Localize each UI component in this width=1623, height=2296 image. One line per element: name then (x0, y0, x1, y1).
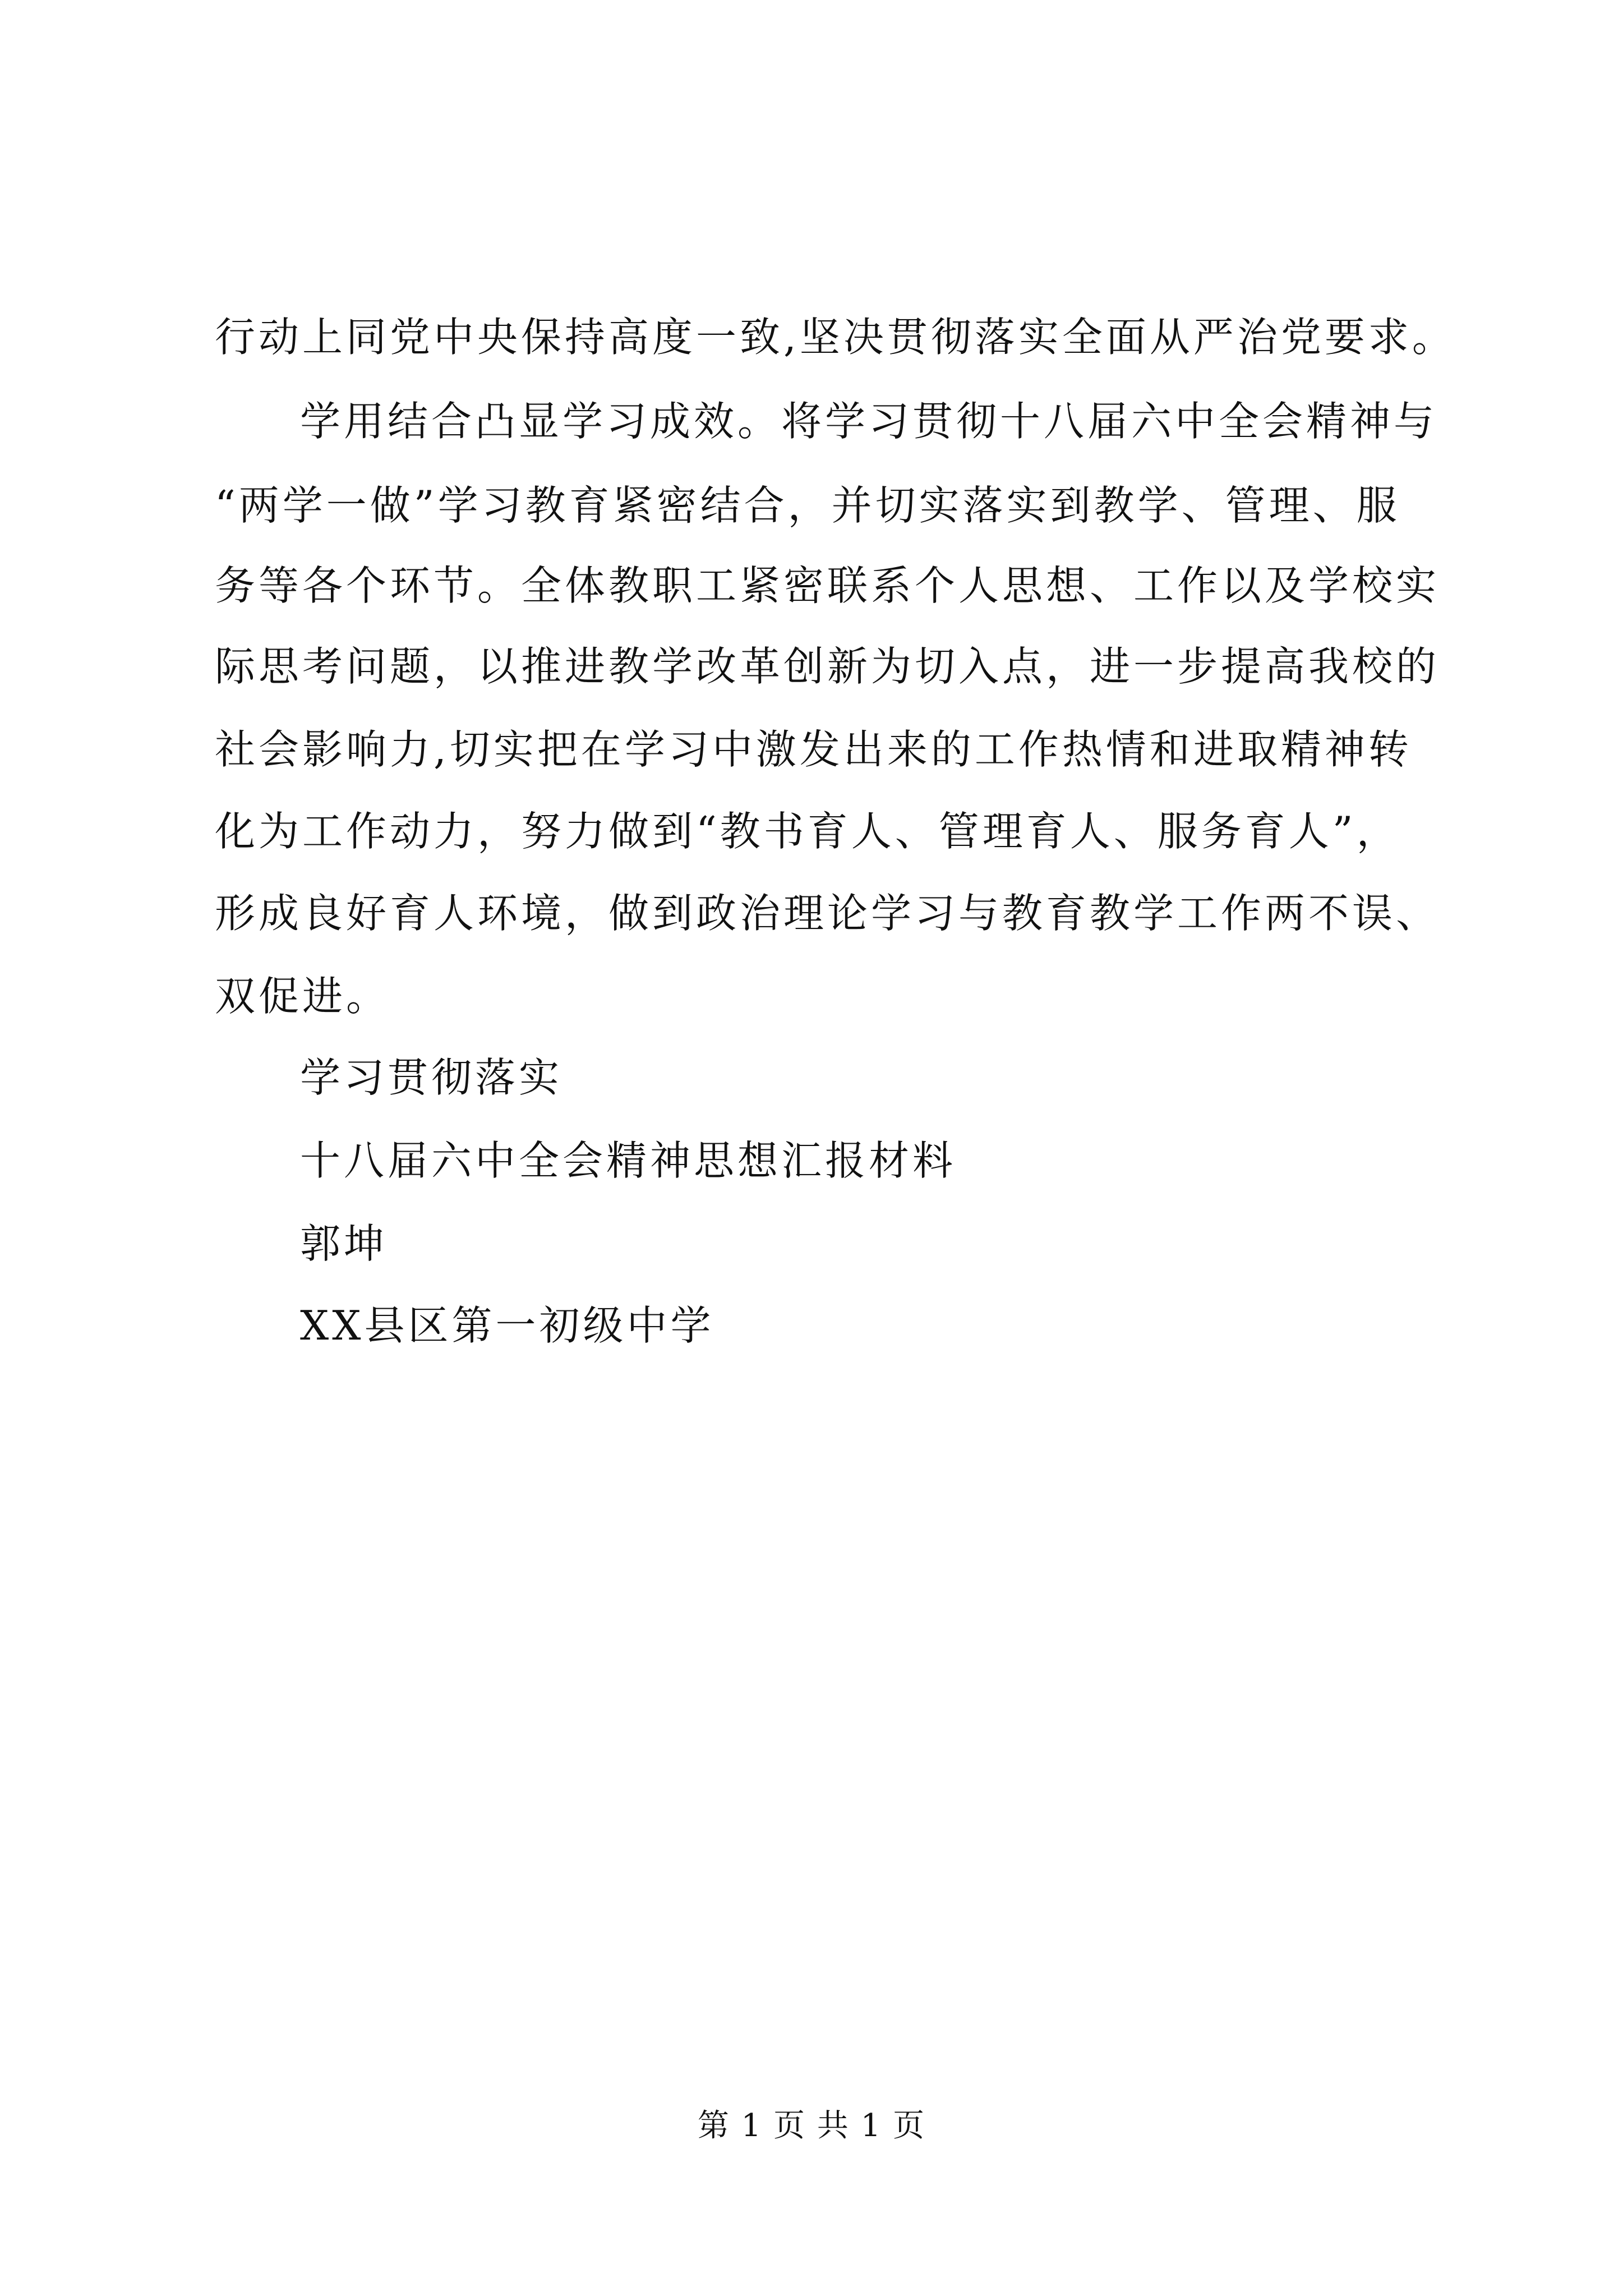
paragraph-line: 社会影响力,切实把在学习中激发出来的工作热情和进取精神转 (215, 726, 1412, 773)
signature-organization: XX县区第一初级中学 (300, 1302, 714, 1349)
paragraph-line: 际思考问题，以推进教学改革创新为切入点，进一步提高我校的 (215, 643, 1440, 690)
paragraph-line: 双促进。 (215, 973, 390, 1020)
continuation-line: 行动上同党中央保持高度一致,坚决贯彻落实全面从严治党要求。 (215, 314, 1456, 361)
signature-subtitle-line: 十八届六中全会精神思想汇报材料 (300, 1137, 957, 1184)
paragraph-line: 务等各个环节。全体教职工紧密联系个人思想、工作以及学校实 (215, 562, 1440, 609)
paragraph-line: 化为工作动力，努力做到“教书育人、管理育人、服务育人”， (215, 808, 1400, 855)
signature-author: 郭坤 (300, 1220, 388, 1267)
signature-title-line: 学习贯彻落实 (300, 1054, 563, 1101)
page-number-footer: 第 1 页 共 1 页 (697, 2108, 926, 2144)
paragraph-line: “两学一做”学习教育紧密结合，并切实落实到教学、管理、服 (215, 482, 1400, 529)
paragraph-line: 学用结合凸显学习成效。将学习贯彻十八届六中全会精神与 (300, 398, 1438, 445)
paragraph-line: 形成良好育人环境，做到政治理论学习与教育教学工作两不误、 (215, 890, 1440, 937)
